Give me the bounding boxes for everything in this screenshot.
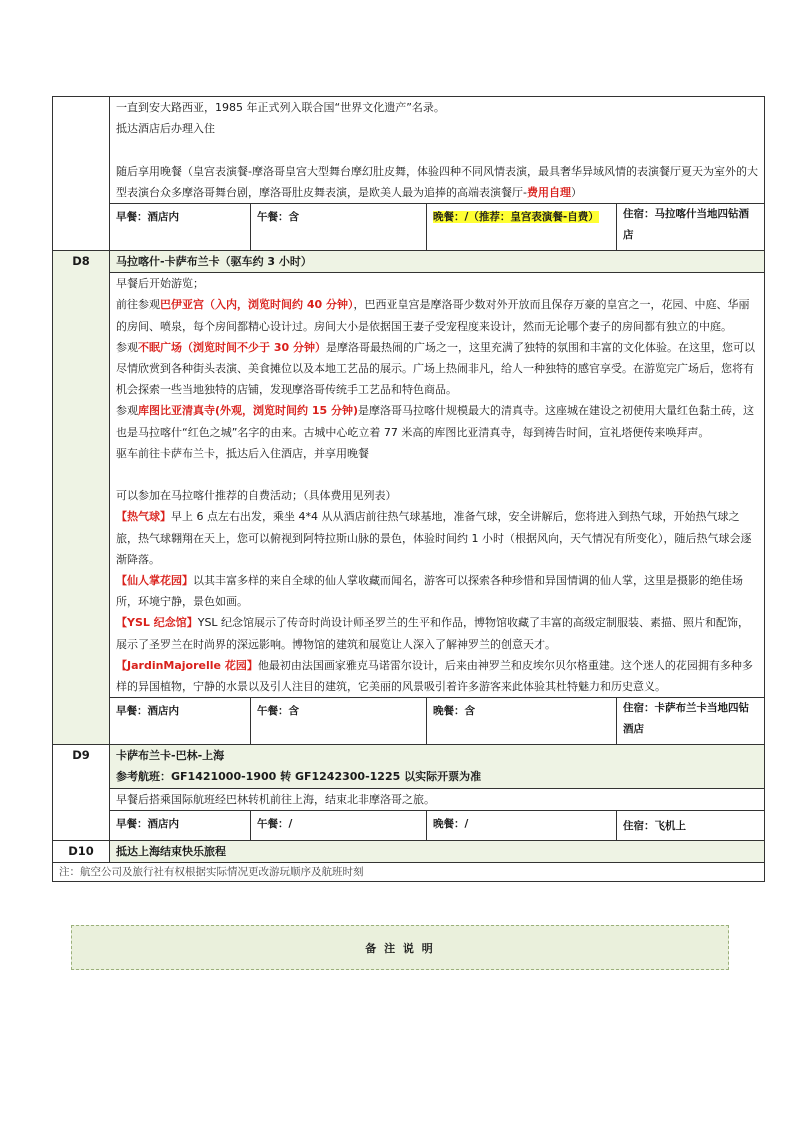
d7-dinner-note: 随后享用晚餐（皇宫表演餐-摩洛哥皇宫大型舞台摩幻肚皮舞，体验四种不同风情表演，最具奢华异域风情的表演餐厅夏天为室外的大型表演台众多摩洛哥舞台剧，摩洛哥肚皮舞表演，是欧美人最为追捧的高端表演餐厅-费用自理） xyxy=(116,164,758,199)
d8-title: 马拉喀什-卡萨布兰卡（驱车约 3 小时） xyxy=(110,251,765,273)
breakfast-cell: 早餐：酒店内 xyxy=(110,810,251,840)
d8-paragraph: 早餐后开始游览； xyxy=(116,277,204,291)
d7-content xyxy=(110,97,765,204)
d7-line: 抵达酒店后办理入住 xyxy=(116,122,215,136)
d8-paragraph: 【热气球】早上 6 点左右出发，乘坐 4*4 从从酒店前往热气球基地，准备气球，安全讲解后，您将进入到热气球，开始热气球之旅，热气球翱翔在天上，您可以俯视到阿特拉斯山脉的景色，体验时间约 1 小时（根据风向，天气情况有所变化），随后热气球会逐渐降落。 xyxy=(116,510,752,566)
lunch-cell: 午餐：含 xyxy=(251,698,427,745)
stay-cell: 住宿：飞机上 xyxy=(617,810,765,840)
d10-row xyxy=(53,840,765,862)
breakfast-cell: 早餐：酒店内 xyxy=(110,698,251,745)
d8-paragraph: 参观库图比亚清真寺(外观，浏览时间约 15 分钟)是摩洛哥马拉喀什规模最大的清真寺。这座城在建设之初使用大量红色黏土砖，这也是马拉喀什“红色之城”名字的由来。古城中心屹立着 77 米高的库图比亚清真寺，每到祷告时间，宣礼塔便传来唤拜声。 xyxy=(116,404,755,439)
dinner-cell: 晚餐：/（推荐：皇宫表演餐-自费） xyxy=(427,204,617,251)
d9-header-row xyxy=(53,745,765,788)
d9-meals-row xyxy=(53,810,765,840)
d10-title: 抵达上海结束快乐旅程 xyxy=(110,840,765,862)
d8-header-row xyxy=(53,251,765,273)
d8-paragraph: 驱车前往卡萨布兰卡，抵达后入住酒店，并享用晚餐 xyxy=(116,446,369,460)
breakfast-cell: 早餐：酒店内 xyxy=(110,204,251,251)
d7-meals-row xyxy=(53,204,765,251)
d9-title xyxy=(110,745,765,788)
lunch-cell: 午餐：/ xyxy=(251,810,427,840)
d8-spacer xyxy=(116,464,758,485)
d7-content-row xyxy=(53,97,765,204)
d8-content-row xyxy=(53,273,765,698)
d8-paragraph: 参观不眠广场（浏览时间不少于 30 分钟）是摩洛哥最热闹的广场之一，这里充满了独特的氛围和丰富的文化体验。在这里，您可以尽情欣赏到各种街头表演、美食摊位以及本地工艺品的展示。广场上热闹非凡，给人一种独特的感官享受。在游览完广场后，您将有机会探索一些当地独特的店铺，发现摩洛哥传统手工艺品和特色商品。 xyxy=(116,340,755,397)
d9-content-row xyxy=(53,788,765,810)
d8-paragraph: 【YSL 纪念馆】YSL 纪念馆展示了传奇时尚设计师圣罗兰的生平和作品，博物馆收藏了丰富的高级定制服装、素描、照片和配饰，展示了圣罗兰在时尚界的深远影响。博物馆的建筑和展览让人深入了解神罗兰的创意天才。 xyxy=(116,616,750,651)
d8-paragraph: 【JardinMajorelle 花园】他最初由法国画家雅克马诺雷尔设计，后来由神罗兰和皮埃尔贝尔格重建。这个迷人的花园拥有多种多样的异国植物，宁静的水景以及引人注目的建筑，它美丽的风景吸引着许多游客来此体验其杜特魅力和历史意义。 xyxy=(116,658,753,694)
d8-content xyxy=(110,273,765,698)
d8-meals-row xyxy=(53,698,765,745)
d9-desc: 早餐后搭乘国际航班经巴林转机前往上海，结束北非摩洛哥之旅。 xyxy=(110,788,765,810)
d7-day-cell xyxy=(53,97,110,251)
remark-title: 备 注 说 明 xyxy=(365,942,435,955)
d9-route: 卡萨布兰卡-巴林-上海 xyxy=(116,749,225,763)
dinner-cell: 晚餐：含 xyxy=(427,698,617,745)
itinerary-table xyxy=(52,96,765,882)
d8-paragraph: 前往参观巴伊亚宫（入内，浏览时间约 40 分钟），巴西亚皇宫是摩洛哥少数对外开放而且保存万豪的皇宫之一，花园、中庭、华丽的房间、喷泉，每个房间都精心设计过。房间大小是依据国王妻子受宠程度来设计，然而无论哪个妻子的房间都有独立的中庭。 xyxy=(116,298,750,333)
d10-day-cell: D10 xyxy=(53,840,110,862)
dinner-cell: 晚餐：/ xyxy=(427,810,617,840)
stay-cell: 住宿：卡萨布兰卡当地四钻酒店 xyxy=(617,698,765,745)
note-text: 注：航空公司及旅行社有权根据实际情况更改游玩顺序及航班时刻 xyxy=(53,863,765,882)
d8-paragraph: 可以参加在马拉喀什推荐的自费活动；（具体费用见列表） xyxy=(116,489,397,503)
d9-flight: 参考航班：GF1421000-1900 转 GF1242300-1225 以实际开票为准 xyxy=(116,770,482,784)
stay-cell: 住宿：马拉喀什当地四钻酒店 xyxy=(617,204,765,251)
remark-header xyxy=(71,925,729,970)
d9-day-cell: D9 xyxy=(53,745,110,841)
note-row xyxy=(53,863,765,882)
d8-day-cell: D8 xyxy=(53,251,110,745)
d8-paragraph: 【仙人掌花园】以其丰富多样的来自全球的仙人掌收藏而闻名，游客可以探索各种珍惜和异国情调的仙人掌，这里是摄影的绝佳场所，环境宁静，景色如画。 xyxy=(116,574,743,609)
d7-line: 一直到安大路西亚，1985 年正式列入联合国“世界文化遗产”名录。 xyxy=(116,101,445,114)
d7-spacer xyxy=(116,139,758,160)
lunch-cell: 午餐：含 xyxy=(251,204,427,251)
